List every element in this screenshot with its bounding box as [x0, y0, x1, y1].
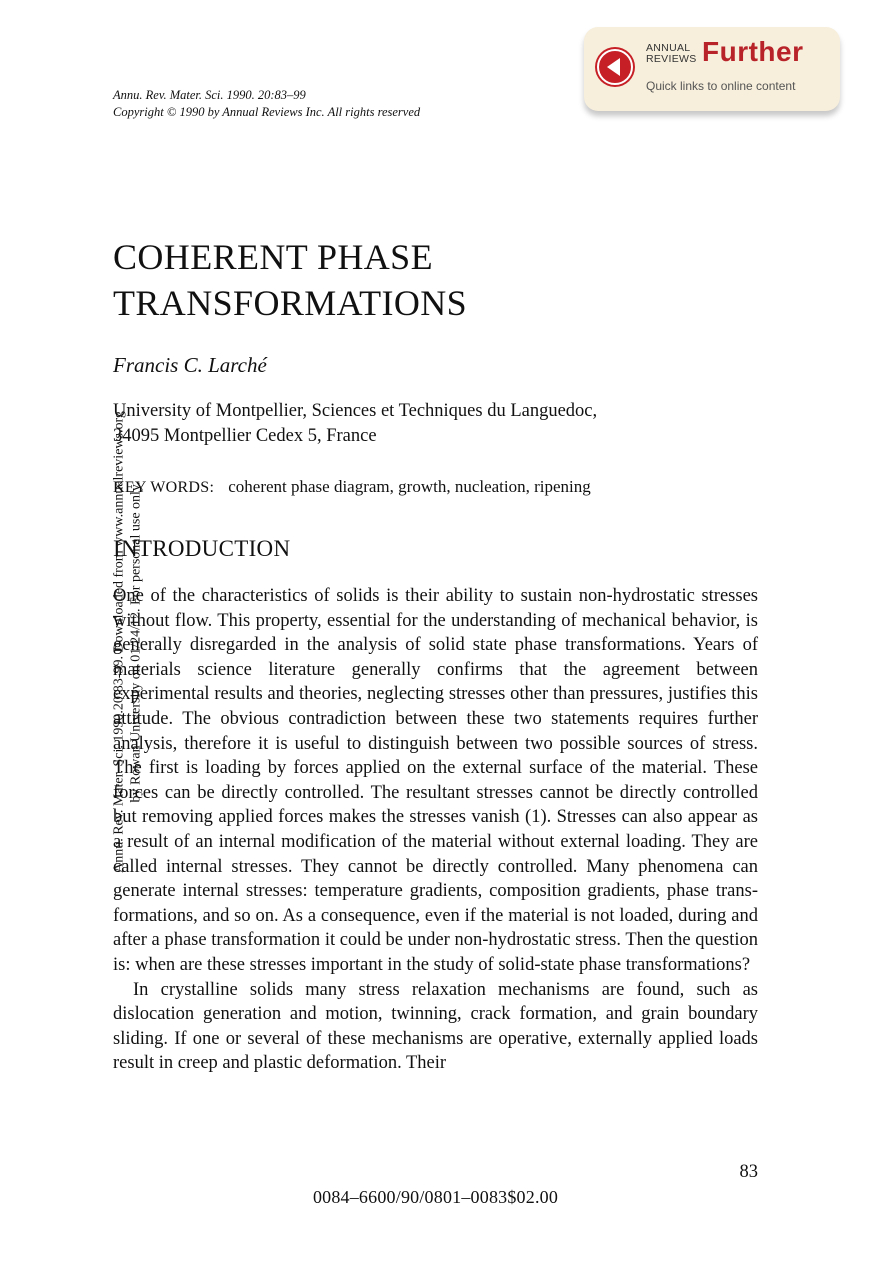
keywords	[113, 477, 591, 497]
paragraph-2: In crystalline solids many stress relaxation mechanisms are found, such as dislocation generation and motion, twinning, crack formation, and grain boundary sliding. If one or several of these mechanisms are operative, externally applied loads result in creep and plastic deformation. Their	[113, 979, 758, 1074]
author-affiliation: University of Montpellier, Sciences et Techniques du Languedoc, 34095 Montpellier Cedex 5, France	[113, 401, 598, 446]
article-title: COHERENT PHASE TRANSFORMATIONS	[113, 237, 468, 323]
page-number: 83	[739, 1162, 758, 1182]
keywords-list: coherent phase diagram, growth, nucleation, ripening	[228, 477, 591, 496]
price-code: 0084–6600/90/0801–0083$02.00	[312, 1187, 559, 1207]
quick-links-tagline: Quick links to online content	[646, 79, 796, 93]
section-heading: INTRODUCTION	[113, 536, 291, 561]
author-name: Francis C. Larché	[113, 353, 267, 377]
copyright-line: Copyright © 1990 by Annual Reviews Inc. All rights reserved	[113, 105, 421, 119]
further-label: Further	[702, 36, 804, 67]
annual-reviews-logo-text: ANNUAL REVIEWS	[646, 42, 697, 65]
journal-reference	[113, 87, 420, 121]
keywords-label: KEY WORDS:	[113, 479, 215, 496]
further-links-badge[interactable]	[584, 27, 840, 111]
journal-citation: Annu. Rev. Mater. Sci. 1990. 20:83–99	[113, 88, 306, 102]
left-arrow-circle-icon	[595, 47, 635, 87]
download-watermark-line-1: Annu. Rev. Mater. Sci. 1990.20:83-99. Downloaded from www.annualreviews.org	[111, 411, 127, 873]
download-watermark-line-2: by Rowan University on 01/24/12. For personal use only.	[128, 481, 144, 803]
paragraph-1: One of the characteristics of solids is their ability to sustain non-hydrostatic stresses without flow. This property, essential for the understanding of mechanical behavior, is generally disregarded in the analysis of solid state phase transformations. Years of materials science literature generally confirms that the agreement between experimental results and theories, neglecting stresses other than pressures, justifies this attitude. The obvious contradiction between these two statements requires further analysis, therefore it is useful to distinguish between two possible sources of stress. The first is loading by forces applied on the external surface of the material. These forces can be directly controlled. The resultant stresses cannot be directly controlled but removing applied forces makes the stresses vanish (1). Stresses can also appear as a result of an internal modification of the material without external loading. They are called internal stresses. They cannot be directly controlled. Many phenomena can generate internal stresses: temperature gradients, composition gradients, phase transformations, and so on. As a consequence, even if the material is not loaded, during and after a phase transformation it could be under non-hydrostatic stress. Then the question is: when are these stresses important in the study of solid-state phase transformations?	[113, 586, 758, 975]
body-text	[113, 584, 758, 1076]
